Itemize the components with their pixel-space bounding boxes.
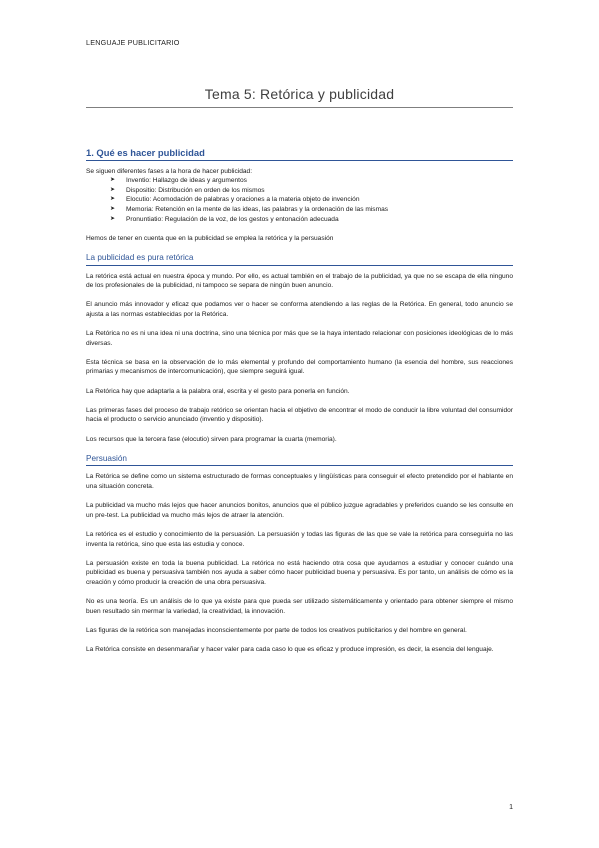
paragraph: El anuncio más innovador y eficaz que podamos ver o hacer se conforma atendiendo a las reglas de la Retórica. En general, todo anuncio se ajusta a las normas establecidas por la Retórica.	[86, 301, 513, 318]
paragraph: La retórica está actual en nuestra época y mundo. Por ello, es actual también en el trabajo de la publicidad, ya que no se escapa de ella ninguno de los profesionales de la publicidad, ni tampoco se separa de ningún buen anuncio.	[86, 272, 513, 290]
paragraph: La Retórica consiste en desenmarañar y hacer valer para cada caso lo que es eficaz y produce impresión, es decir, la esencia del lenguaje.	[86, 646, 494, 654]
paragraph: La Retórica hay que adaptarla a la palabra oral, escrita y el gesto para ponerla en función.	[86, 387, 350, 395]
running-header: LENGUAJE PUBLICITARIO	[86, 38, 180, 47]
paragraph: La Retórica se define como un sistema estructurado de formas conceptuales y lingüísticas para conseguir el efecto pretendido por el hablante en una situación concreta.	[86, 473, 513, 490]
paragraph: No es una teoría. Es un análisis de lo que ya existe para que pueda ser utilizado sistemáticamente y orientado para obtener siempre el mismo buen resultado sin mermar la variedad, la creatividad, la innovación.	[86, 598, 513, 615]
section-heading-persuasion: Persuasión	[86, 454, 513, 467]
list-item: ➤ Pronuntiatio: Regulación de la voz, de los gestos y entonación adecuada	[110, 215, 339, 223]
section1-closing-paragraph: Hemos de tener en cuenta que en la publicidad se emplea la retórica y la persuasión	[86, 234, 334, 242]
document-title: Tema 5: Retórica y publicidad	[204, 86, 395, 102]
paragraph: La Retórica no es ni una idea ni una doctrina, sino una técnica por más que se la haya intentado relacionar con posiciones ideológicas de lo más diversas.	[86, 330, 513, 347]
page-number: 1	[509, 804, 513, 811]
list-item: ➤ Elocutio: Acomodación de palabras y oraciones a la materia objeto de invención	[110, 196, 360, 204]
title-divider	[86, 107, 513, 108]
list-item: ➤ Dispositio: Distribución en orden de los mismos	[110, 186, 265, 194]
phases-list	[86, 176, 513, 224]
section-heading-que-es-hacer-publicidad: 1. Qué es hacer publicidad	[86, 148, 513, 161]
arrow-bullet-icon: ➤	[110, 196, 116, 203]
paragraph: La retórica es el estudio y conocimiento de la persuasión. La persuasión y todas las figuras de las que se vale la retórica para conseguirla no las inventa la retórica, sino que esta las estudia y conoce.	[86, 530, 513, 548]
paragraph: Los recursos que la tercera fase (elocutio) sirven para programar la cuarta (memoria).	[86, 435, 337, 443]
document-body	[86, 148, 513, 664]
phases-intro: Se siguen diferentes fases a la hora de hacer publicidad:	[86, 167, 253, 175]
paragraph: Las primeras fases del proceso de trabajo retórico se orientan hacia el objetivo de encontrar el modo de conducir la libre voluntad del consumidor hacia el producto o servicio anunciado (inventio y dispositio).	[86, 406, 513, 424]
paragraph: Esta técnica se basa en la observación de lo más elemental y profundo del comportamiento humano (la esencia del hombre, sus reacciones primarias y mecanismos de intercomunicación), que siempre seguirá igual.	[86, 358, 513, 376]
paragraph: La persuasión existe en toda la buena publicidad. La retórica no está haciendo otra cosa que ayudarnos a estudiar y conocer cuándo una publicidad es buena y persuasiva también nos ayuda a saber cómo hacer publicidad buena y persuasiva. Es por tanto, un análisis de cómo es la creación y cómo producir la creación de una obra persuasiva.	[86, 559, 513, 586]
section-heading-publicidad-es-pura-retorica: La publicidad es pura retórica	[86, 253, 513, 266]
paragraph: Las figuras de la retórica son manejadas inconscientemente por parte de todos los creativos publicitarios y del hombre en general.	[86, 626, 467, 634]
list-item: ➤ Inventio: Hallazgo de ideas y argumentos	[110, 177, 247, 185]
list-item: ➤ Memoria: Retención en la mente de las ideas, las palabras y la ordenación de las mismas	[110, 205, 389, 213]
arrow-bullet-icon: ➤	[110, 186, 116, 193]
arrow-bullet-icon: ➤	[110, 215, 116, 222]
paragraph: La publicidad va mucho más lejos que hacer anuncios bonitos, anuncios que el público juzgue agradables y preferidos cuando se les consulte en un pre-test. La publicidad va mucho más lejos de atraer la atención.	[86, 502, 513, 519]
arrow-bullet-icon: ➤	[110, 177, 116, 184]
arrow-bullet-icon: ➤	[110, 205, 116, 212]
